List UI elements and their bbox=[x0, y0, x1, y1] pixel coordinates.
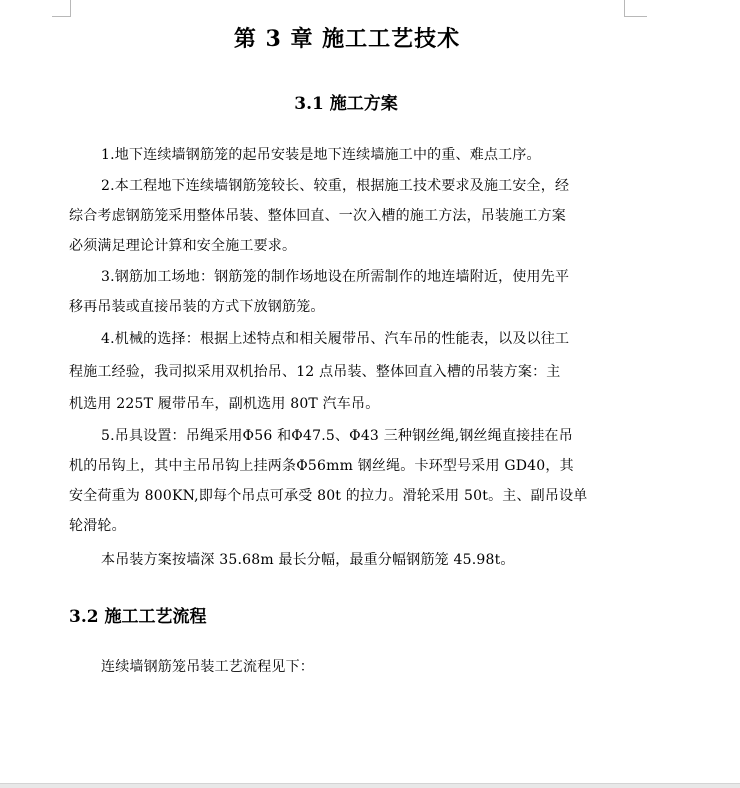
paragraph-line: 连续墙钢筋笼吊装工艺流程见下： bbox=[101, 659, 314, 675]
paragraph-line: 本吊装方案按墙深 35.68m 最长分幅，最重分幅钢筋笼 45.98t。 bbox=[101, 552, 515, 568]
paragraph-line: 机的吊钩上，其中主吊吊钩上挂两条Φ56mm 钢丝绳。卡环型号采用 GD40，其 bbox=[69, 458, 574, 474]
section-title-3-1: 3.1 施工方案 bbox=[294, 94, 398, 114]
paragraph-line: 必须满足理论计算和安全施工要求。 bbox=[69, 238, 297, 254]
crop-mark-top-right bbox=[624, 0, 647, 17]
paragraph-line: 3.钢筋加工场地：钢筋笼的制作场地设在所需制作的地连墙附近，使用先平 bbox=[101, 269, 570, 285]
paragraph-line: 机选用 225T 履带吊车，副机选用 80T 汽车吊。 bbox=[69, 396, 380, 412]
paragraph-line: 移再吊装或直接吊装的方式下放钢筋笼。 bbox=[69, 299, 325, 315]
paragraph-line: 轮滑轮。 bbox=[69, 518, 126, 534]
page-bottom-edge bbox=[0, 783, 740, 788]
paragraph-line: 安全荷重为 800KN,即每个吊点可承受 80t 的拉力。滑轮采用 50t。主、副吊设单 bbox=[69, 488, 588, 504]
paragraph-line: 2.本工程地下连续墙钢筋笼较长、较重，根据施工技术要求及施工安全，经 bbox=[101, 178, 570, 194]
paragraph-line: 5.吊具设置：吊绳采用Φ56 和Φ47.5、Φ43 三种钢丝绳,钢丝绳直接挂在吊 bbox=[101, 428, 573, 444]
paragraph-line: 4.机械的选择：根据上述特点和相关履带吊、汽车吊的性能表，以及以往工 bbox=[101, 331, 570, 347]
crop-mark-top-left bbox=[52, 0, 71, 17]
chapter-title: 第 3 章 施工工艺技术 bbox=[233, 26, 461, 52]
paragraph-line: 程施工经验，我司拟采用双机抬吊、12 点吊装、整体回直入槽的吊装方案：主 bbox=[69, 364, 561, 380]
paragraph-line: 综合考虑钢筋笼采用整体吊装、整体回直、一次入槽的施工方法，吊装施工方案 bbox=[69, 208, 566, 224]
section-title-3-2: 3.2 施工工艺流程 bbox=[69, 607, 207, 627]
paragraph-line: 1.地下连续墙钢筋笼的起吊安装是地下连续墙施工中的重、难点工序。 bbox=[101, 147, 541, 163]
